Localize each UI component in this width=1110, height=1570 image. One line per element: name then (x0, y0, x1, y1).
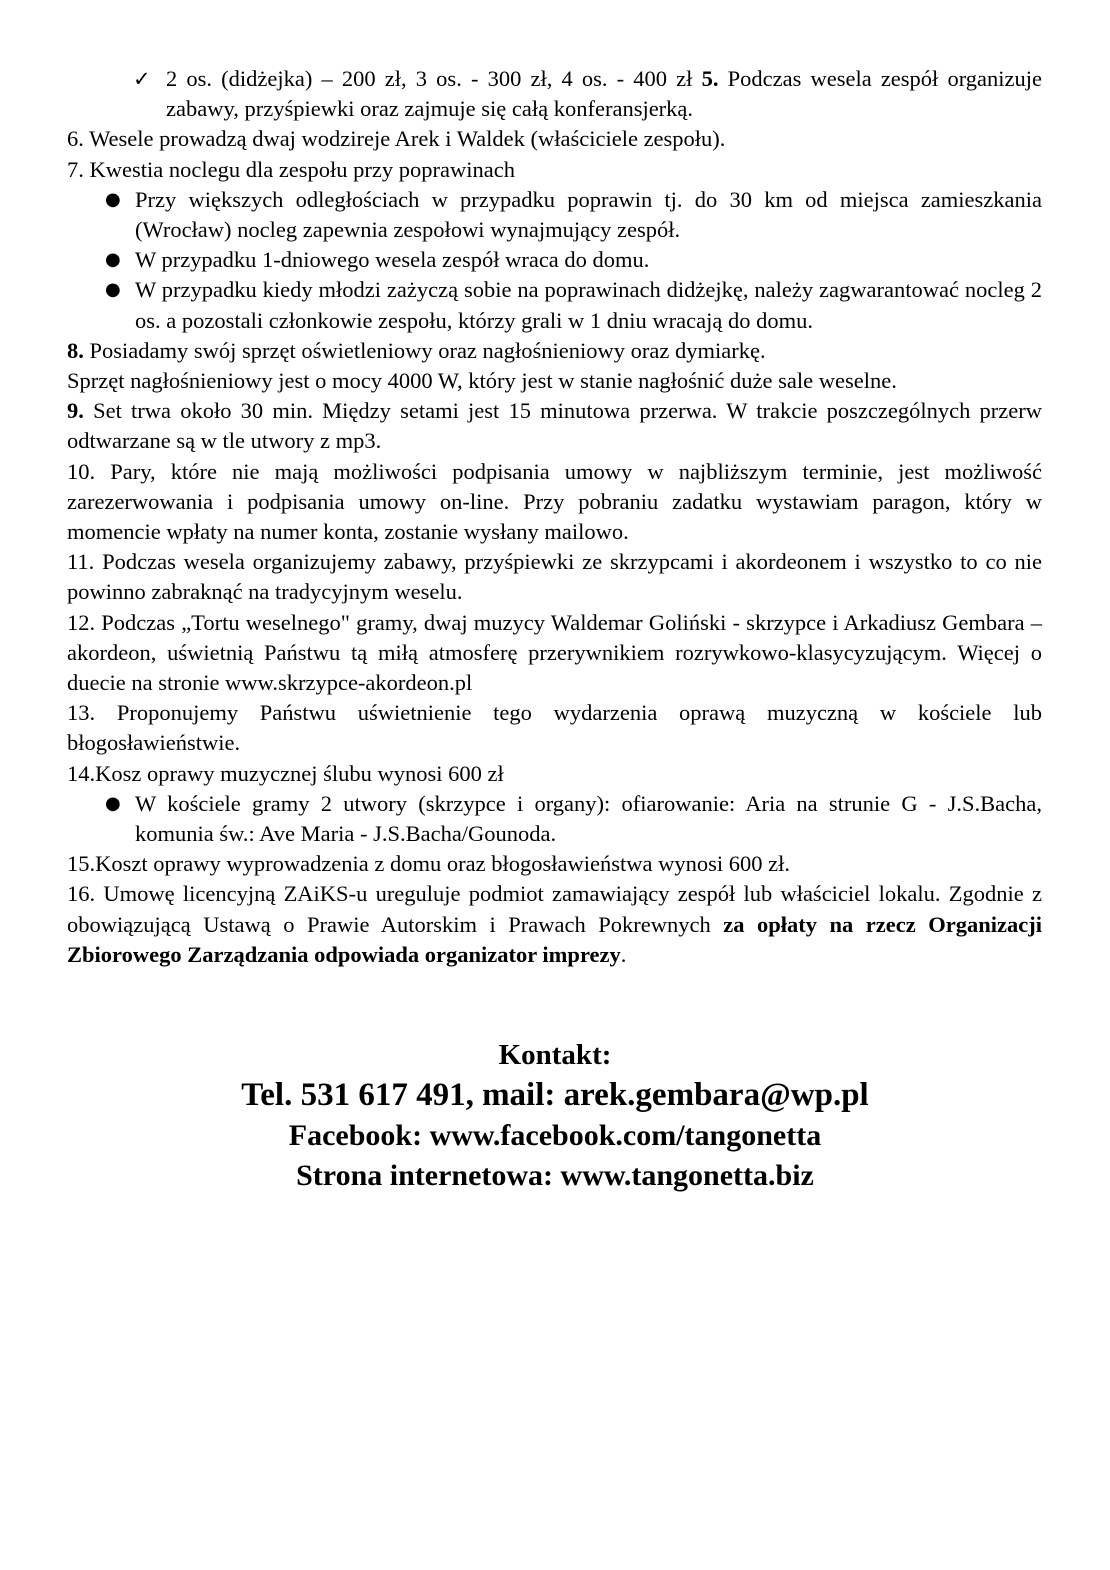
bullet-item: ● Przy większych odległościach w przypadku poprawin tj. do 30 km od miejsca zamieszkania (Wrocław) nocleg zapewnia zespołowi wynajmujący zespół. (105, 186, 1042, 243)
paragraph-15: 15.Koszt oprawy wyprowadzenia z domu oraz błogosławieństwa wynosi 600 zł. (67, 851, 790, 877)
paragraph-8: 8. Posiadamy swój sprzęt oświetleniowy oraz nagłośnieniowy oraz dymiarkę. (67, 337, 766, 363)
paragraph-8-line-2: Sprzęt nagłośnieniowy jest o mocy 4000 W, który jest w stanie nagłośnić duże sale weselne. (67, 368, 897, 394)
paragraph-14: 14.Kosz oprawy muzycznej ślubu wynosi 600 zł (67, 760, 504, 786)
bullet-icon: ● (105, 188, 121, 210)
contact-facebook: Facebook: www.facebook.com/tangonetta (288, 1119, 822, 1152)
bullet-item: ● W przypadku kiedy młodzi zażyczą sobie na poprawinach didżejkę, należy zagwarantować nocleg 2 os. a pozostali członkowie zespołu, którzy grali w 1 dniu wracają do domu. (105, 277, 1042, 333)
paragraph-7: 7. Kwestia noclegu dla zespołu przy poprawinach (67, 156, 515, 182)
bullet-item: ● W kościele gramy 2 utwory (skrzypce i organy): ofiarowanie: Aria na strunie G - J.S.Bacha, komunia św.: Ave Maria - J.S.Bacha/Gounoda. (105, 790, 1042, 847)
contact-phone-mail: Tel. 531 617 491, mail: arek.gembara@wp.pl (241, 1077, 869, 1113)
bullet-icon: ● (105, 279, 121, 301)
paragraph-9: 9. Set trwa około 30 min. Między setami jest 15 minutowa przerwa. W trakcie poszczególnych przerw odtwarzane są w tle utwory z mp3. (67, 398, 1042, 454)
checklist-item: ✓ 2 os. (didżejka) – 200 zł, 3 os. - 300 zł, 4 os. - 400 zł 5. Podczas wesela zespół organizuje zabawy, przyśpiewki oraz zajmuje się całą konferansjerką. (133, 66, 1042, 122)
contact-heading: Kontakt: (498, 1039, 612, 1071)
document-body (67, 64, 1042, 970)
bullet-item: ● W przypadku 1-dniowego wesela zespół wraca do domu. (67, 245, 1042, 275)
contact-block (0, 1036, 1110, 1196)
bullet-icon: ● (105, 249, 121, 271)
paragraph-11: 11. Podczas wesela organizujemy zabawy, przyśpiewki ze skrzypcami i akordeonem i wszystko to co nie powinno zabraknąć na tradycyjnym weselu. (67, 549, 1042, 605)
paragraph-6: 6. Wesele prowadzą dwaj wodzireje Arek i Waldek (właściciele zespołu). (67, 126, 726, 152)
paragraph-12: 12. Podczas „Tortu weselnego" gramy, dwaj muzycy Waldemar Goliński - skrzypce i Arkadiusz Gembara – akordeon, uświetnią Państwu tą miłą atmosferę przerywnikiem rozrywkowo-klasycyzującym. Więcej o duecie na stronie www.skrzypce-akordeon.pl (67, 609, 1042, 696)
paragraph-16: 16. Umowę licencyjną ZAiKS-u ureguluje podmiot zamawiający zespół lub właściciel lokalu. Zgodnie z obowiązującą Ustawą o Prawie Autorskim i Prawach Pokrewnych za opłaty na rzecz Organizacji Zbiorowego Zarządzania odpowiada organizator imprezy. (67, 881, 1042, 967)
check-mark-icon: ✓ (133, 67, 151, 91)
contact-website: Strona internetowa: www.tangonetta.biz (296, 1159, 814, 1192)
paragraph-13: 13. Proponujemy Państwu uświetnienie tego wydarzenia oprawą muzyczną w kościele lub błogosławieństwie. (67, 700, 1042, 756)
paragraph-10: 10. Pary, które nie mają możliwości podpisania umowy w najbliższym terminie, jest możliwość zarezerwowania i podpisania umowy on-line. Przy pobraniu zadatku wystawiam paragon, który w momencie wpłaty na numer konta, zostanie wysłany mailowo. (67, 458, 1042, 545)
bullet-icon: ● (105, 792, 121, 814)
